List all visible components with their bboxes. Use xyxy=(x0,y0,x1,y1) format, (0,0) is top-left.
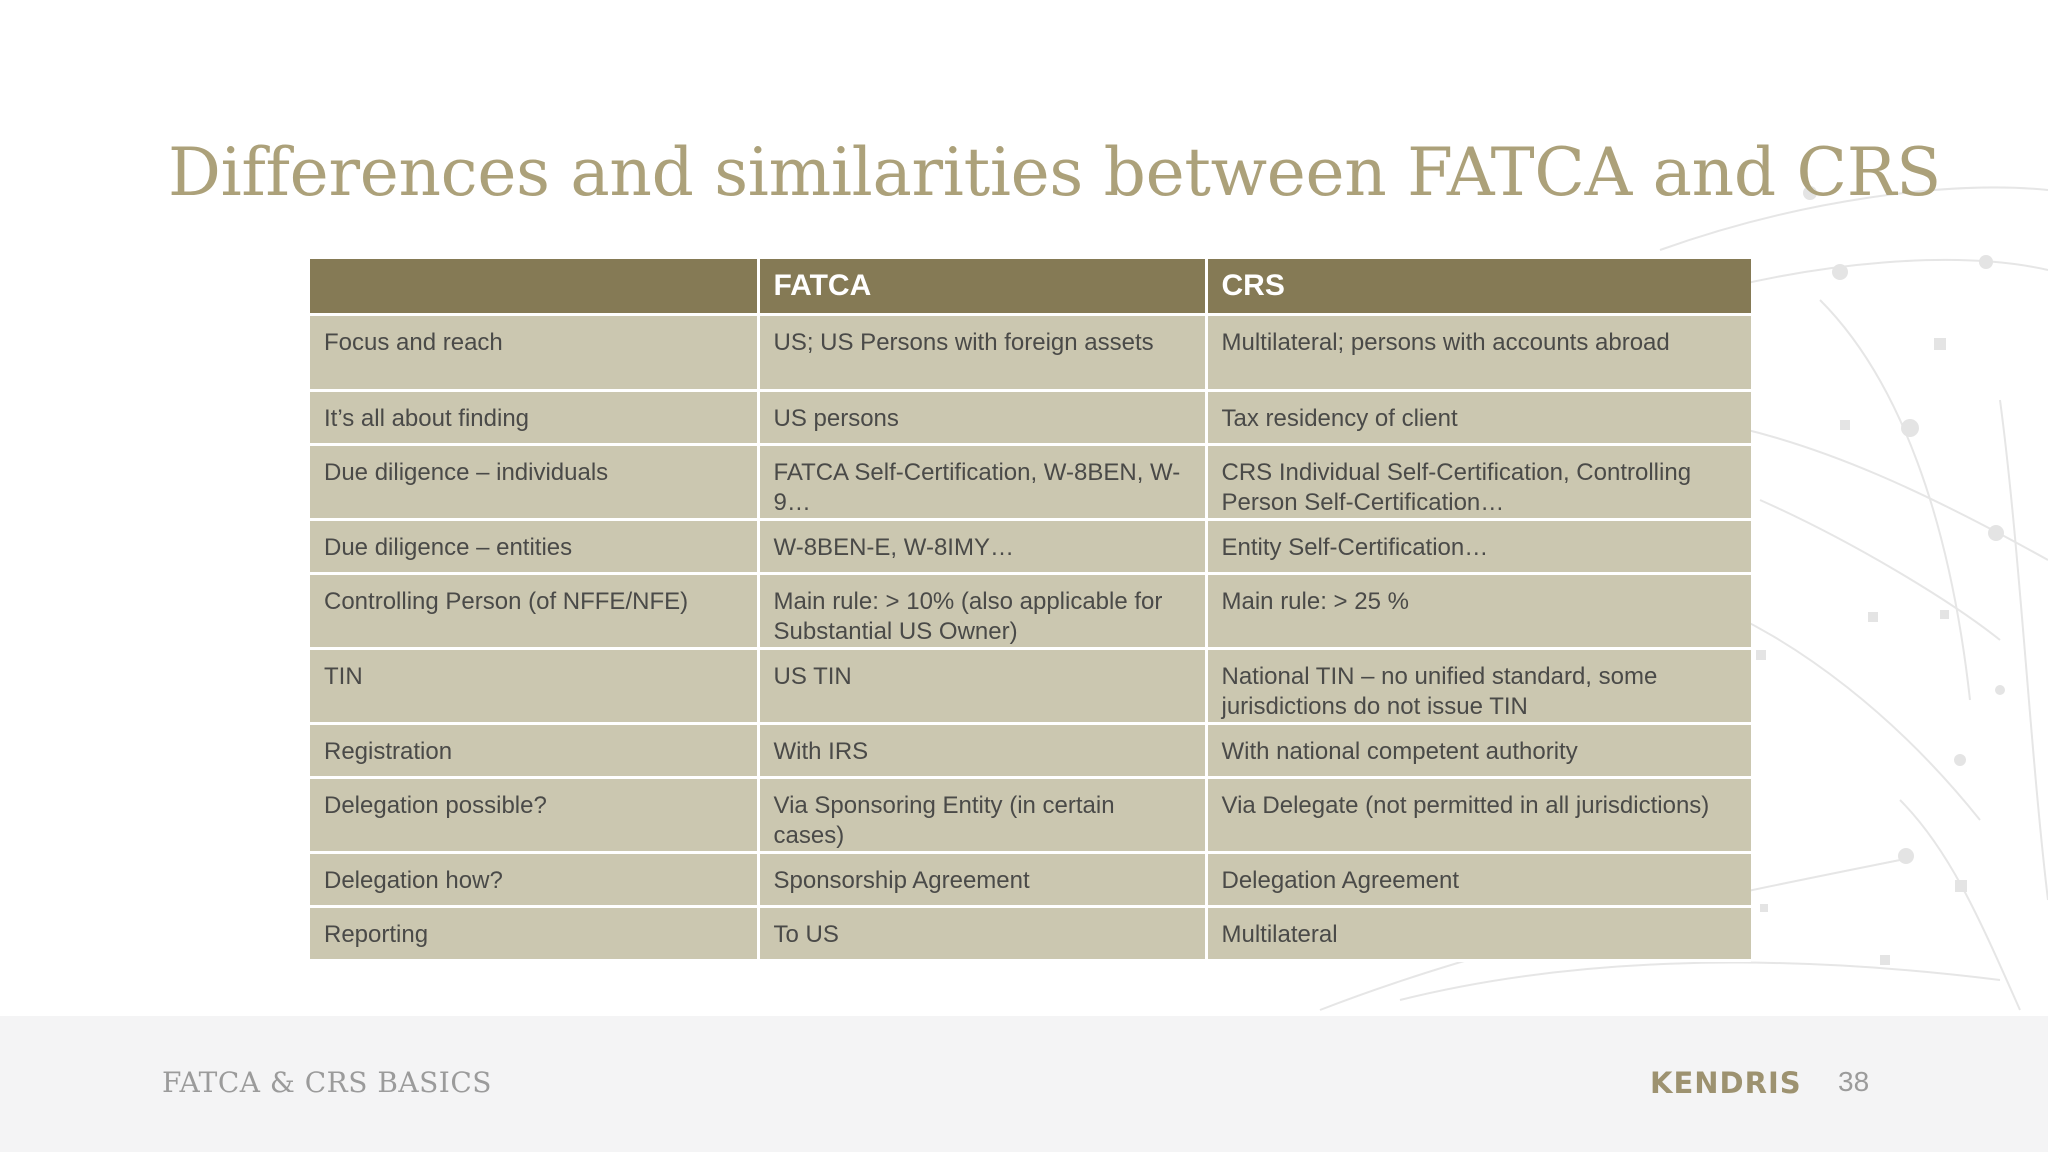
table-row xyxy=(310,520,1751,574)
table-header-row xyxy=(310,259,1751,315)
fatca-cell: US persons xyxy=(758,391,1206,445)
header-cell-fatca: FATCA xyxy=(758,259,1206,315)
fatca-cell: Via Sponsoring Entity (in certain cases) xyxy=(758,778,1206,853)
crs-cell: Via Delegate (not permitted in all jurisdictions) xyxy=(1206,778,1751,853)
row-label: It’s all about finding xyxy=(310,391,758,445)
fatca-cell: W-8BEN-E, W-8IMY… xyxy=(758,520,1206,574)
crs-cell: Entity Self-Certification… xyxy=(1206,520,1751,574)
crs-cell: Main rule: > 25 % xyxy=(1206,574,1751,649)
table-row xyxy=(310,445,1751,520)
table-row xyxy=(310,315,1751,391)
crs-cell: With national competent authority xyxy=(1206,724,1751,778)
row-label: Due diligence – individuals xyxy=(310,445,758,520)
table-row xyxy=(310,574,1751,649)
header-cell-empty xyxy=(310,259,758,315)
slide-title: Differences and similarities between FATCA and CRS xyxy=(168,134,1942,211)
table-row xyxy=(310,907,1751,961)
fatca-cell: To US xyxy=(758,907,1206,961)
fatca-cell: FATCA Self-Certification, W-8BEN, W-9… xyxy=(758,445,1206,520)
fatca-cell: Sponsorship Agreement xyxy=(758,853,1206,907)
fatca-cell: Main rule: > 10% (also applicable for Substantial US Owner) xyxy=(758,574,1206,649)
crs-cell: Delegation Agreement xyxy=(1206,853,1751,907)
row-label: TIN xyxy=(310,649,758,724)
page-number: 38 xyxy=(1838,1066,1870,1097)
header-cell-crs: CRS xyxy=(1206,259,1751,315)
table-row xyxy=(310,724,1751,778)
row-label: Due diligence – entities xyxy=(310,520,758,574)
row-label: Delegation possible? xyxy=(310,778,758,853)
fatca-cell: With IRS xyxy=(758,724,1206,778)
table-row xyxy=(310,778,1751,853)
row-label: Controlling Person (of NFFE/NFE) xyxy=(310,574,758,649)
kendris-logo: KENDRIS xyxy=(1650,1066,1802,1100)
row-label: Registration xyxy=(310,724,758,778)
fatca-cell: US TIN xyxy=(758,649,1206,724)
comparison-table xyxy=(310,259,1751,962)
row-label: Delegation how? xyxy=(310,853,758,907)
footer-section-title: FATCA & CRS BASICS xyxy=(162,1066,492,1099)
crs-cell: CRS Individual Self-Certification, Controlling Person Self-Certification… xyxy=(1206,445,1751,520)
table-row xyxy=(310,853,1751,907)
row-label: Focus and reach xyxy=(310,315,758,391)
fatca-cell: US; US Persons with foreign assets xyxy=(758,315,1206,391)
row-label: Reporting xyxy=(310,907,758,961)
crs-cell: Tax residency of client xyxy=(1206,391,1751,445)
table-row xyxy=(310,391,1751,445)
crs-cell: National TIN – no unified standard, some jurisdictions do not issue TIN xyxy=(1206,649,1751,724)
crs-cell: Multilateral xyxy=(1206,907,1751,961)
table-row xyxy=(310,649,1751,724)
crs-cell: Multilateral; persons with accounts abroad xyxy=(1206,315,1751,391)
